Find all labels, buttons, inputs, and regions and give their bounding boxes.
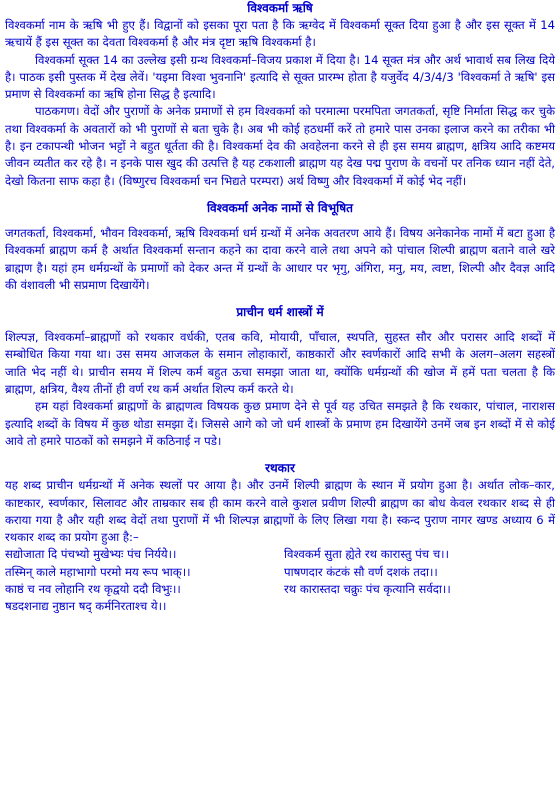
paragraph: विश्वकर्मा सूक्त 14 का उल्लेख इसी ग्रन्थ विश्वकर्मा–विजय प्रकाश में दिया है। 14 सूक्त मंत्र और अर्थ भावार्थ सब लिख दिये है। पाठक इसी पुस्तक में देख लेवें। 'यइमा विश्वा भुवनानि' इत्यादि से सूक्त प्रारम्भ होता है यजुर्वेद 4/3/4/3 'विश्वकर्मा ते ऋषि' इस प्रमाण से विश्वकर्मा का ऋषि होना सिद्ध है इत्यादि।: [5, 52, 555, 102]
verse-line: तस्मिन् काले महाभागो परमो मय रूप भाक्।।: [5, 564, 191, 579]
paragraph: शिल्पज्ञ, विश्वकर्मा–ब्राह्मणों को रथकार वर्धकी, एतब कवि, मोयायी, पाँचाल, स्थपति, सुहस्त सौर और परासर आदि शब्दों में सम्बोधित किया गया था। उस समय आजकल के समान लोहाकारों, काष्ठकारों और स्वर्णकारों आदि सभी के अलग–अलग सहस्त्रों जाति भेद नहीं थे। प्राचीन समय में शिल्प कर्म बहुत ऊचा समझा जाता था, क्योंकि धर्मग्रन्थों की खोज में हमें पता चलता है कि ब्राह्मण, क्षत्रिय, वैश्य तीनों ही वर्ण रथ कर्म अर्थात शिल्प कर्म करते थे।: [5, 330, 555, 397]
verse-line: काष्ठं च नव लोहानि रथ कृद्वयो ददौ विभुः।।: [5, 582, 181, 597]
verse-line: षडदशनाद्य नुष्ठान षद् कर्मनिरताश्च ये।।: [5, 599, 167, 614]
paragraph: जगतकर्ता, विश्वकर्मा, भौवन विश्वकर्मा, ऋषि विश्वकर्मा धर्म ग्रन्थों में अनेक अवतरण आये हैं। विषय अनेकानेक नामों में बटा हुआ है विश्वकर्मा ब्राह्मण कर्म है अर्थात विश्वकर्मा सन्तान कहने का दावा करने वाले तथा अपने को पांचाल शिल्पी ब्राह्मण बताने वाले खरे ब्राह्मण है। यहां हम धर्मग्रन्थों के प्रमाणों को देकर अन्त में ग्रन्थों के आधार पर भृगु, अंगिरा, मनु, मय, त्वष्टा, शिल्पी और दैवज्ञ आदि की वंशावली भी सप्रमाण दिखायेंगे।: [5, 225, 555, 292]
paragraph: हम यहां विश्वकर्मा ब्राह्मणों के ब्राह्मणत्व विषयक कुछ प्रमाण देने से पूर्व यह उचित समझते है कि रथकार, पांचाल, नाराशस इत्यादि शब्दों के विषय में कुछ थोडा समझा दें। जिससे आगे को जो धर्म शास्त्रों के प्रमाण हम दिखायेंगे उनमें जब इन शब्दों में से कोई आवे तो हमारे पाठकों को समझने में कठिनाई न पडे।: [5, 399, 555, 448]
verse-line: [284, 598, 555, 615]
verse-line: रथ कारास्तदा चक्रुः पंच कृत्यानि सर्वदा।।: [284, 582, 451, 597]
section-title-vishwakarma-rishi: विश्वकर्मा ऋषि: [247, 1, 313, 15]
paragraph: विश्वकर्मा नाम के ऋषि भी हुए हैं। विद्वानों को इसका पूरा पता है कि ऋग्वेद में विश्वकर्मा सूक्त दिया हुआ है और इस सूक्त में 14 ऋचायें हैं इस सूक्त का देवता विश्वकर्मा है और मंत्र दृष्टा ऋषि विश्वकर्मा है।: [5, 18, 555, 50]
verse-line: विश्वकर्म सुता ह्येते रथ कारास्तु पंच च।।: [284, 547, 449, 562]
section-title-rathkar: रथकार: [265, 461, 295, 476]
section-title-ancient-scriptures: प्राचीन धर्म शास्त्रों में: [236, 305, 324, 320]
paragraph: यह शब्द प्राचीन धर्मग्रन्थों में अनेक स्थलों पर आया है। और उनमें शिल्पी ब्राह्मण के स्थान में प्रयोग हुआ है। अर्थात लोक–कार, काष्टकार, स्वर्णकार, सिलावट और ताम्रकार सब ही काम करने वाले कुशल प्रवीण शिल्पी ब्राह्मण का बोध केवल रथकार शब्द से ही कराया गया है और यही शब्द वेदों तथा पुराणों में भी शिल्पज्ञ ब्राह्मणों के लिए लिखा गया है। स्कन्द पुराण नागर खण्ड अध्याय 6 में रथकार शब्द का प्रयोग हुआ है:–: [5, 478, 555, 545]
section-title-many-names: विश्वकर्मा अनेक नामों से विभूषित: [206, 200, 354, 215]
verse-line: पाषणदार कंटकं सौ वर्ण दशकं तदा।।: [284, 564, 438, 579]
verse-line: सद्योजाता दि पंचभ्यो मुखेभ्यः पंच निर्ययेे।।: [5, 547, 177, 562]
paragraph: पाठकगण। वेदों और पुराणों के अनेक प्रमाणों से हम विश्वकर्मा को परमात्मा परमपिता जगतकर्ता, सृष्टि निर्माता सिद्ध कर चुके तथा विश्वकर्मा के अवतारों को भी पुराणों से बता चुके है। अब भी कोई हठधर्मी करें तो हमारे पास उनका इलाज करने का तरीका भी है। इन टकापन्थी भोजन भट्टों ने बहुत धूर्तता की है। विश्वकर्मा देव की अवहेलना करने से ही इस समय ब्राह्मण, क्षत्रिय आदि कष्टमय जीवन व्यतीत कर रहे है। न इनके पास खुद की उत्पत्ति है यह टकशाली ब्राह्मण यह देख पद्म पुराण के वचनों पर तनिक ध्यान नहीं देते, देखो कितना साफ कहा है। (विष्णुरच विश्वकर्मा चन भिद्यते परम्परा) अर्थ विष्णु और विश्वकर्मा में कोई भेद नहीं।: [5, 104, 555, 188]
sanskrit-verses: [5, 546, 555, 615]
